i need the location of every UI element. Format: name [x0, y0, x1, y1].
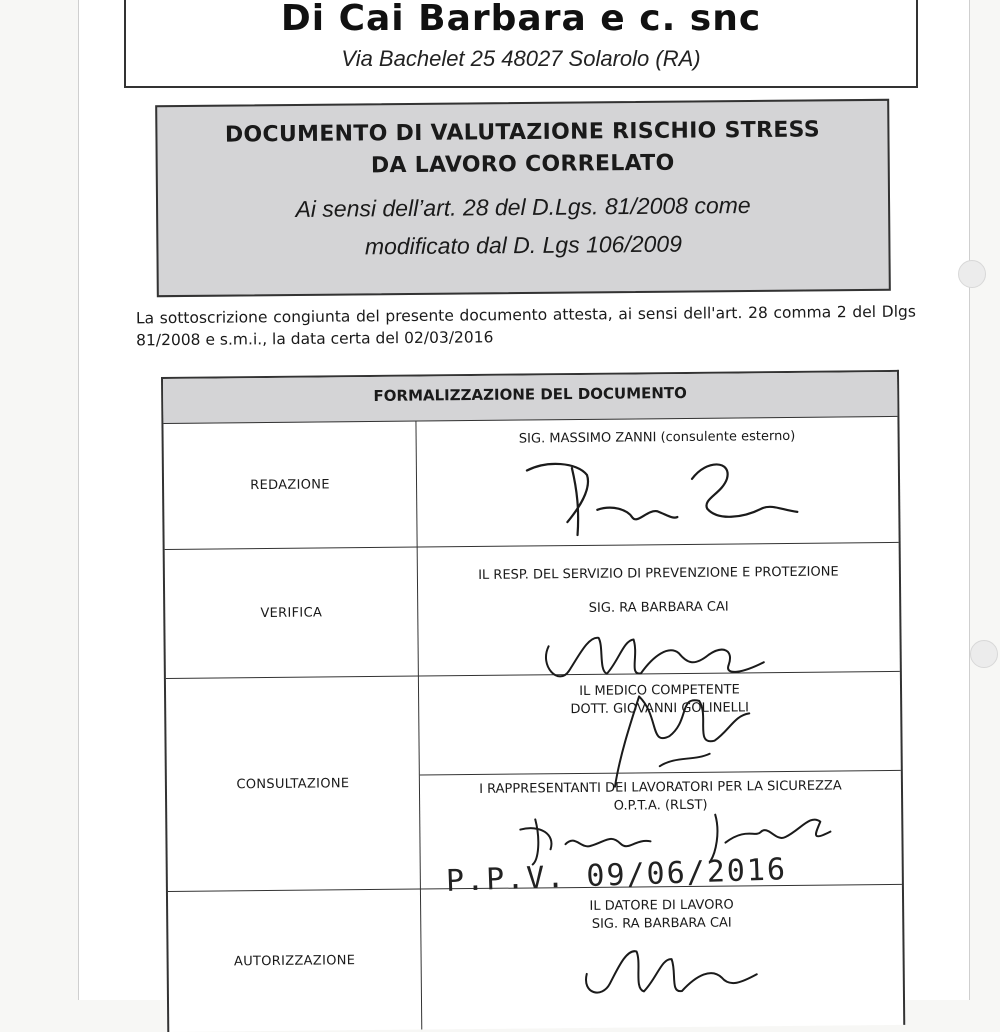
letterhead	[124, 0, 918, 88]
table-row-redazione	[163, 417, 898, 550]
signatory-name: DOTT. GIOVANNI GOLINELLI	[570, 700, 750, 718]
punch-hole	[958, 260, 986, 288]
document-subtitle-line1: Ai sensi dell’art. 28 del D.Lgs. 81/2008 come	[295, 192, 751, 222]
signature	[517, 448, 818, 541]
signatory-role: IL RESP. DEL SERVIZIO DI PREVENZIONE E PROTEZIONE	[478, 564, 839, 583]
row-content	[418, 543, 900, 676]
row-content	[416, 417, 898, 547]
row-label: CONSULTAZIONE	[166, 677, 421, 891]
signatory-line: SIG. MASSIMO ZANNI (consulente esterno)	[518, 428, 796, 447]
handwritten-date: P.P.V. 09/06/2016	[445, 852, 788, 899]
intro-paragraph: La sottoscrizione congiunta del presente documento attesta, ai sensi dell'art. 28 comma 2 del Dlgs 81/2008 e s.m.i., la data certa del 02/03/2016	[135, 302, 916, 350]
row-content	[421, 885, 903, 1030]
row-label: VERIFICA	[165, 548, 419, 678]
row-label: REDAZIONE	[163, 422, 417, 549]
signatory-name: SIG. RA BARBARA CAI	[591, 915, 732, 932]
document-title-box	[155, 99, 891, 297]
table-row-autorizzazione	[168, 885, 903, 1032]
formalization-table	[161, 370, 905, 1032]
row-label: AUTORIZZAZIONE	[168, 890, 422, 1032]
document-subtitle-line2: modificato dal D. Lgs 106/2009	[364, 230, 683, 260]
signatory-role: IL DATORE DI LAVORO	[589, 897, 734, 914]
table-heading: FORMALIZZAZIONE DEL DOCUMENTO	[163, 372, 897, 424]
document-title-line1: DOCUMENTO DI VALUTAZIONE RISCHIO STRESS	[224, 117, 821, 148]
signatory-name: O.P.T.A. (RLST)	[613, 797, 708, 814]
signatory-role: I RAPPRESENTANTI DEI LAVORATORI PER LA SICUREZZA	[479, 778, 842, 797]
signature	[571, 932, 772, 1004]
sub-cell-medico	[419, 672, 901, 776]
signatory-role: IL MEDICO COMPETENTE	[579, 682, 740, 699]
company-name: Di Cai Barbara e c. snc	[280, 0, 762, 39]
table-row-consultazione	[166, 672, 902, 892]
punch-hole	[970, 640, 998, 668]
table-row-verifica	[165, 543, 900, 679]
company-address: Via Bachelet 25 48027 Solarolo (RA)	[341, 46, 701, 71]
signatory-name: SIG. RA BARBARA CAI	[588, 599, 729, 616]
document-title-line2: DA LAVORO CORRELATO	[370, 150, 675, 179]
